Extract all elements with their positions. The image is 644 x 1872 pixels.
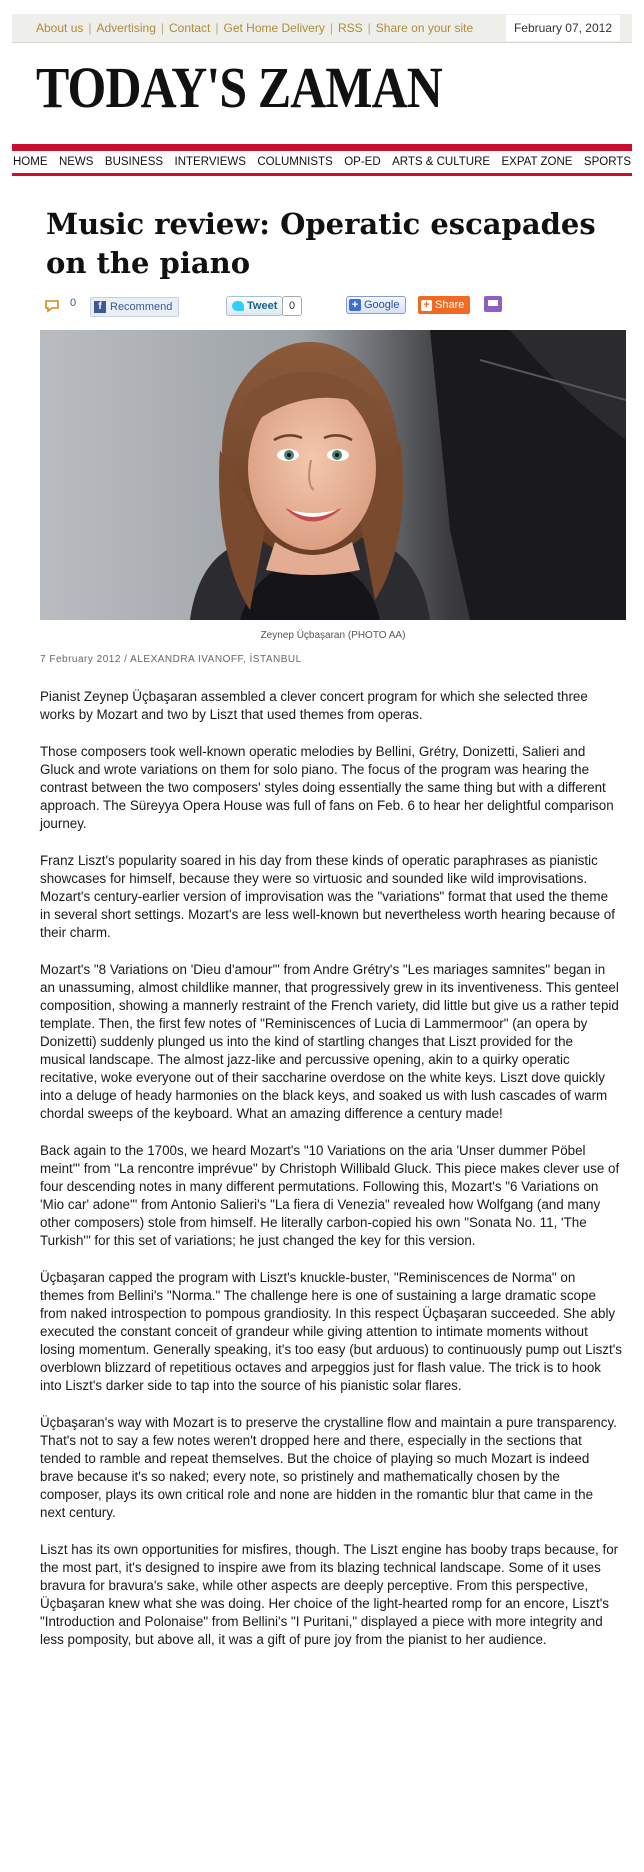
article-paragraph: Üçbaşaran's way with Mozart is to preserve the crystalline flow and maintain a pure transparency. That's not to say a few notes weren't dropped here and there, especially in the sections that tended to ramble and repeat themselves. But the choice of playing so much Mozart is indeed brave because it's so naked; every note, so pristinely and mathematically chosen by the composer, plays its own critical role and none are hidden in the romantic blur that came in the next century.	[40, 1415, 617, 1520]
article-photo	[40, 330, 626, 620]
top-links: About us | Advertising | Contact | Get Home Delivery | RSS | Share on your site	[36, 21, 474, 35]
nav-home[interactable]: HOME	[13, 156, 48, 168]
print-icon[interactable]	[484, 296, 502, 312]
nav-columnists[interactable]: COLUMNISTS	[257, 156, 333, 168]
tweet-count: 0	[282, 296, 302, 316]
plus-icon: +	[349, 299, 361, 311]
recommend-label: Recommend	[110, 301, 173, 313]
article-paragraph: Liszt has its own opportunities for misfires, though. The Liszt engine has booby traps because, for the most part, it's designed to inspire awe from its blazing technical landscape. Some of it uses bravura for bravura's sake, while other aspects are deeply perceptive. From this perspective, Üçbaşaran knew what she was doing. Her choice of the light-hearted romp for an encore, Liszt's "Introduction and Polonaise" from Bellini's "I Puritani," displayed a piece with more integrity and less pomposity, but above all, it was a gift of pure joy from the pianist to her audience.	[40, 1542, 619, 1647]
contact-link[interactable]: Contact	[169, 21, 211, 35]
advertising-link[interactable]: Advertising	[96, 21, 156, 35]
article-byline: 7 February 2012 / ALEXANDRA IVANOFF, İSTANBUL	[40, 654, 302, 665]
about-us-link[interactable]: About us	[36, 21, 84, 35]
share-plus-icon: +	[421, 300, 432, 311]
site-logo[interactable]: TODAY'S ZAMAN	[36, 55, 442, 120]
rss-link[interactable]: RSS	[337, 21, 363, 35]
main-nav	[12, 151, 632, 173]
article-paragraph: Üçbaşaran capped the program with Liszt's knuckle-buster, "Reminiscences de Norma" on themes from Bellini's "Norma." The challenge here is one of sustaining a large dramatic scope from naked introspection to pompous grandiosity. In this respect Üçbaşaran succeeded. She ably executed the constant conceit of grandeur while giving attention to intimate moments without losing momentum. Generally speaking, it's too easy (but arduous) to continuously pump out Liszt's overblown blizzard of repetitious octaves and arpeggios just for flash value. The trick is to hook into Liszt's darker side to tap into the source of his pianistic solar flares.	[40, 1270, 622, 1393]
tweet-label: Tweet	[247, 300, 278, 312]
article-paragraph: Pianist Zeynep Üçbaşaran assembled a clever concert program for which she selected three works by Mozart and two by Liszt that used themes from operas.	[40, 689, 588, 722]
nav-bottom-rule	[12, 173, 632, 176]
google-label: Google	[364, 299, 400, 311]
nav-arts-culture[interactable]: ARTS & CULTURE	[392, 156, 491, 168]
tweet-button[interactable]	[226, 296, 283, 316]
share-site-link[interactable]: Share on your site	[375, 21, 474, 35]
article-paragraph: Those composers took well-known operatic melodies by Bellini, Grétry, Donizetti, Salieri and Gluck and wrote variations on them for solo piano. The focus of the program was hearing the contrast between the two composers' styles doing essentially the same thing but with a different approach. The Süreyya Opera House was full of fans on Feb. 6 to hear her delightful comparison journey.	[40, 744, 614, 831]
facebook-recommend-button[interactable]	[90, 297, 179, 317]
article-paragraph: Mozart's "8 Variations on 'Dieu d'amour'" from Andre Grétry's "Les mariages samnites" began in an unassuming, almost childlike manner, that progressively grew in its inventiveness. This genteel composition, showing a mannerly restraint of the French variety, did little but give us a rather tepid template. Then, the first few notes of "Reminiscences of Lucia di Lammermoor" (an opera by Donizetti) suddenly plunged us into the kind of startling changes that Liszt provided for the musical landscape. The almost jazz-like and percussive opening, akin to a quirky operatic recitative, woke everyone out of their saccharine overdose on the white keys. Liszt dove quickly into a deluge of heady harmonies on the black keys, and soaked us with lush cascades of warm chordal sweeps of the keyboard. What an amazing difference a century made!	[40, 962, 619, 1121]
current-date: February 07, 2012	[506, 15, 620, 41]
share-bar	[0, 296, 644, 320]
comment-icon[interactable]	[44, 298, 60, 314]
nav-op-ed[interactable]: OP-ED	[344, 156, 381, 168]
nav-top-rule	[12, 144, 632, 151]
article-paragraph: Back again to the 1700s, we heard Mozart's "10 Variations on the aria 'Unser dummer Pöbel meint'" from "La rencontre imprévue" by Christoph Willibald Gluck. This piece makes clever use of four descending notes in many different permutations. Following this, Mozart's "6 Variations on 'Mio car' adone'" from Antonio Salieri's "La fiera di Venezia" revealed how Wolfgang (and many other composers) stole from himself. He literally carbon-copied his own "Sonata No. 11, 'The Turkish'" for this set of variations; he just changed the key for this version.	[40, 1143, 620, 1248]
facebook-icon: f	[94, 301, 106, 313]
portrait-image	[40, 330, 626, 620]
google-bookmark-button[interactable]	[346, 296, 406, 314]
nav-sports[interactable]: SPORTS	[583, 156, 631, 168]
top-utility-bar	[12, 14, 632, 43]
comment-count[interactable]: 0	[70, 297, 77, 309]
article-body	[40, 688, 622, 1668]
nav-business[interactable]: BUSINESS	[104, 156, 164, 168]
share-label: Share	[435, 299, 465, 311]
article-paragraph: Franz Liszt's popularity soared in his day from these kinds of operatic paraphrases as pianistic showcases for himself, because they were so virtuosic and sounded like wild improvisations. Mozart's century-earlier version of improvisation was the "variations" format that used the theme in several short settings. Mozart's are less well-known but nevertheless worth hearing because of their charm.	[40, 853, 615, 940]
twitter-bird-icon	[232, 301, 244, 311]
nav-news[interactable]: NEWS	[58, 156, 94, 168]
home-delivery-link[interactable]: Get Home Delivery	[223, 21, 325, 35]
nav-interviews[interactable]: INTERVIEWS	[174, 156, 246, 168]
nav-expat-zone[interactable]: EXPAT ZONE	[501, 156, 573, 168]
article-headline: Music review: Operatic escapades on the piano	[46, 207, 596, 280]
photo-caption: Zeynep Üçbaşaran (PHOTO AA)	[260, 630, 406, 641]
addthis-share-button[interactable]	[418, 296, 470, 314]
